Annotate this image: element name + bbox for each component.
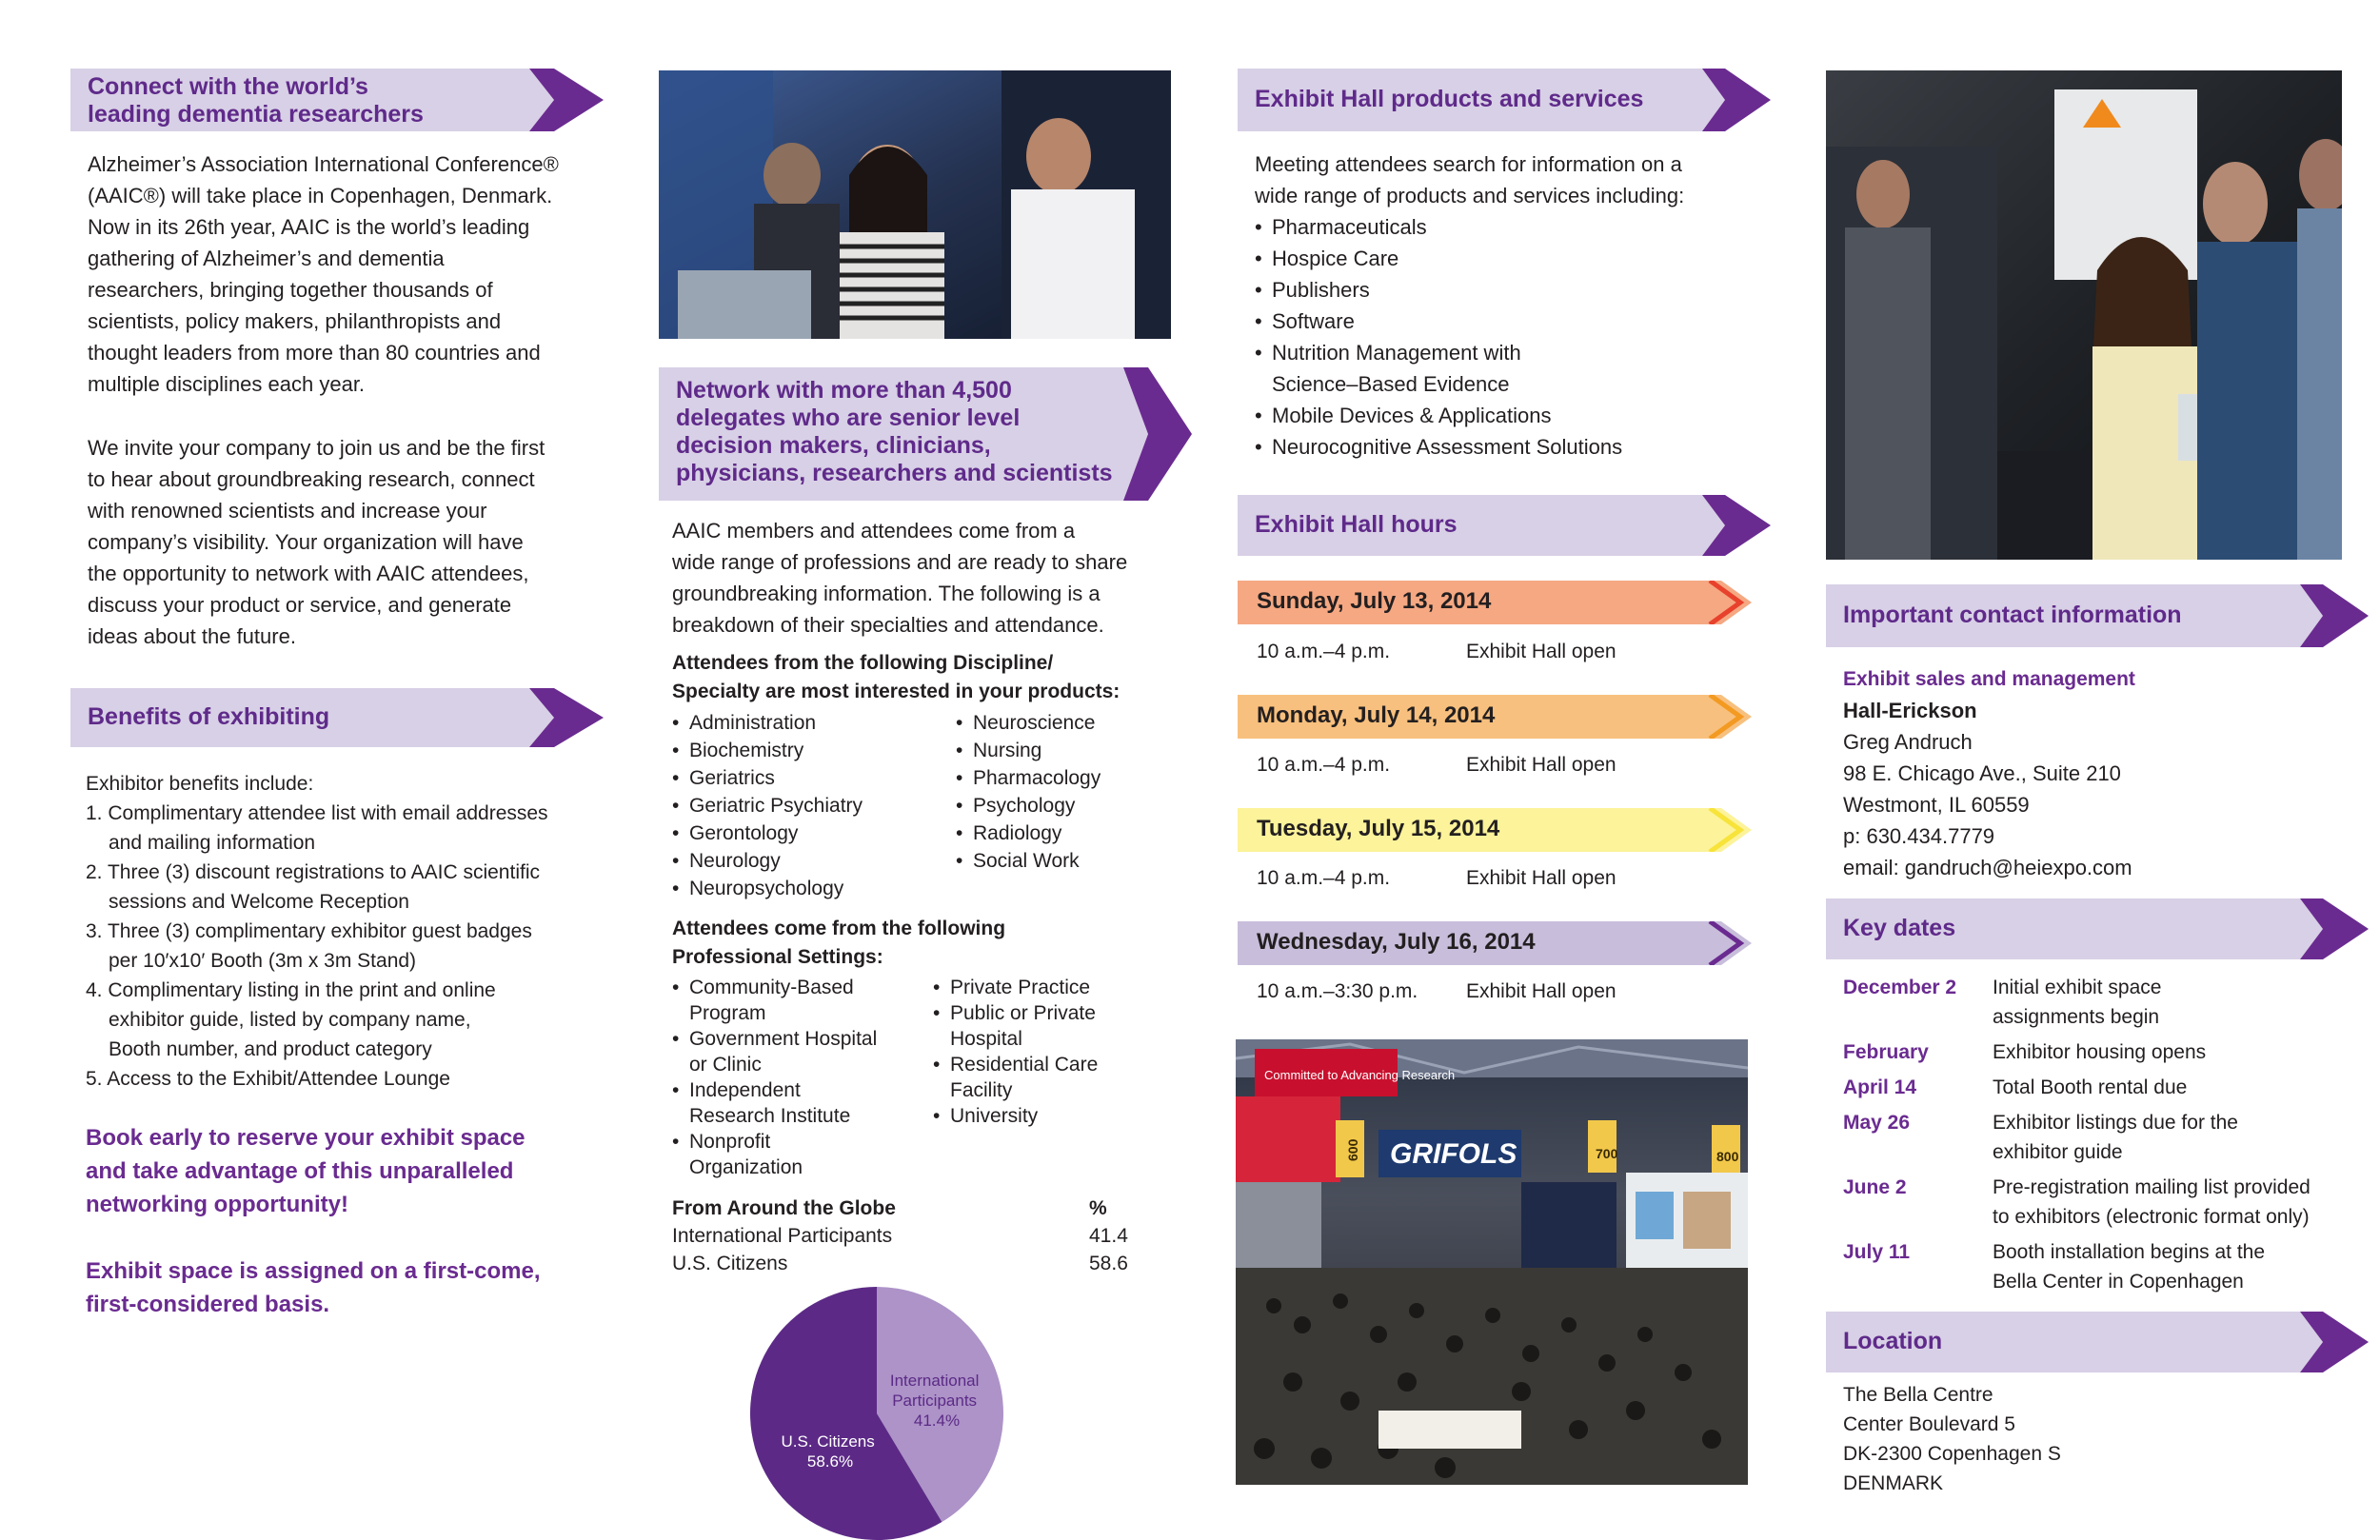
- heading-key-dates: Key dates: [1843, 915, 1956, 941]
- contact-phone: p: 630.434.7779: [1843, 824, 1995, 848]
- cta-book-early: Book early to reserve your exhibit space and take advantage of this unparalleled networking opportunity!: [86, 1125, 526, 1217]
- day-banner-tuesday: Tuesday, July 15, 2014: [1238, 808, 1752, 852]
- banner-benefits: [70, 688, 604, 747]
- list-item: • Psychology: [956, 792, 1184, 819]
- list-item: • Private Practice: [933, 975, 1180, 1000]
- cta-first-come: Exhibit space is assigned on a first-come, first-considered basis.: [86, 1258, 541, 1317]
- photo-exhibit-hall: [1236, 1039, 1748, 1485]
- list-item: • Neurology: [672, 847, 948, 875]
- photo-networking-attendees: [659, 70, 1171, 339]
- benefit-item: 5. Access to the Exhibit/Attendee Lounge: [86, 1068, 450, 1090]
- banner-products: [1238, 69, 1771, 131]
- list-item: • Pharmaceuticals: [1255, 211, 1769, 243]
- settings-left-list: [672, 975, 929, 1180]
- photo-illustration: [659, 70, 1171, 339]
- benefit-item: 3. Three (3) complimentary exhibitor guest badges per 10′x10′ Booth (3m x 3m Stand): [86, 920, 532, 972]
- list-item: • Geriatric Psychiatry: [672, 792, 948, 819]
- pie-label-international: International Participants 41.4%: [889, 1372, 980, 1430]
- photo-attendees-conversation: [1826, 70, 2342, 560]
- globe-pie-chart: [748, 1285, 1005, 1540]
- contact-address: 98 E. Chicago Ave., Suite 210: [1843, 761, 2121, 785]
- list-item: • Gerontology: [672, 819, 948, 847]
- table-row: International Participants 41.4: [672, 1225, 1128, 1247]
- contact-email: email: gandruch@heiexpo.com: [1843, 856, 2132, 879]
- products-intro: Meeting attendees search for information on a wide range of products and services including:: [1255, 152, 1685, 207]
- heading-contact: Important contact information: [1843, 602, 2182, 628]
- day-banner-sunday: Sunday, July 13, 2014: [1238, 581, 1752, 624]
- benefit-item: 4. Complimentary listing in the print and online exhibitor guide, listed by company name, Booth number, and product category: [86, 979, 496, 1060]
- list-item: • Neurocognitive Assessment Solutions: [1255, 431, 1769, 463]
- hall-booth-600: 600: [1345, 1138, 1360, 1161]
- products-list: [1255, 211, 1769, 463]
- list-item: • Administration: [672, 709, 948, 737]
- heading-benefits: Benefits of exhibiting: [88, 703, 330, 730]
- list-item: • Neuroscience: [956, 709, 1184, 737]
- banner-contact: [1826, 584, 2369, 647]
- disciplines-right-list: [956, 709, 1184, 875]
- list-item: • Mobile Devices & Applications: [1255, 400, 1769, 431]
- invite-paragraph: We invite your company to join us and be the first to hear about groundbreaking research, connect with renowned scientists and increase your company’s visibility. Your organization will have the opportunity to network with AAIC attendees, discuss your product or service, and generate ideas about the future.: [88, 436, 545, 648]
- list-item: • Publishers: [1255, 274, 1769, 306]
- list-item: • Pharmacology: [956, 764, 1184, 792]
- photo-illustration: [1236, 1039, 1748, 1485]
- disciplines-left-list: [672, 709, 948, 902]
- list-item: • Radiology: [956, 819, 1184, 847]
- contact-subheading: Exhibit sales and management: [1843, 668, 2135, 690]
- banner-key-dates: [1826, 898, 2369, 959]
- benefit-item: 1. Complimentary attendee list with email addresses and mailing information: [86, 802, 548, 854]
- key-dates-list: December 2 Initial exhibit space assignments begin February Exhibitor housing opens April 14 Total Booth rental due May 26 Exhibitor listings due for the exhibitor guide June 2 Pre-registration mailing list provided to exhibitors (electronic format only) July 11 Booth installation begins at the Bella Center in Copenhagen: [1843, 977, 2311, 1293]
- list-item: • Public or Private Hospital: [933, 1000, 1180, 1052]
- pie-label-us-citizens: U.S. Citizens 58.6%: [781, 1432, 875, 1471]
- list-item: • Community-Based Program: [672, 975, 929, 1026]
- list-item: • Geriatrics: [672, 764, 948, 792]
- settings-heading: Attendees come from the following Professional Settings:: [672, 918, 1006, 968]
- benefits-intro: Exhibitor benefits include:: [86, 773, 314, 795]
- contact-company: Hall-Erickson: [1843, 699, 1977, 722]
- heading-hall-hours: Exhibit Hall hours: [1255, 511, 1458, 538]
- list-item: • Hospice Care: [1255, 243, 1769, 274]
- contact-city: Westmont, IL 60559: [1843, 793, 2030, 817]
- heading-network: Network with more than 4,500 delegates who are senior level decision makers, clinicians, physicians, researchers and scientists: [676, 377, 1113, 486]
- benefits-list: [86, 769, 619, 1094]
- benefit-item: 2. Three (3) discount registrations to AAIC scientific sessions and Welcome Reception: [86, 861, 540, 913]
- list-item: • Independent Research Institute: [672, 1077, 929, 1129]
- contact-name: Greg Andruch: [1843, 730, 1973, 754]
- banner-hall-hours: [1238, 495, 1771, 556]
- hall-sign-committed: Committed to Advancing Research: [1264, 1068, 1456, 1082]
- intro-paragraph: Alzheimer’s Association International Conference® (AAIC®) will take place in Copenhagen, Denmark. Now in its 26th year, AAIC is the world’s leading gathering of Alzheimer’s and dementia researchers, bringing together thousands of scientists, policy makers, philanthropists and thought leaders from more than 80 countries and multiple disciplines each year.: [88, 152, 559, 396]
- list-item: • University: [933, 1103, 1180, 1129]
- day-banner-wednesday: Wednesday, July 16, 2014: [1238, 921, 1752, 965]
- list-item: • Nutrition Management with Science–Based Evidence: [1255, 337, 1769, 400]
- banner-connect: [70, 69, 604, 131]
- list-item: • Biochemistry: [672, 737, 948, 764]
- location-block: The Bella Centre Center Boulevard 5 DK-2300 Copenhagen S DENMARK: [1843, 1384, 2061, 1494]
- list-item: • Software: [1255, 306, 1769, 337]
- contact-block: [1843, 663, 2338, 883]
- table-row: U.S. Citizens 58.6: [672, 1253, 1128, 1274]
- list-item: • Neuropsychology: [672, 875, 948, 902]
- list-item: • Residential Care Facility: [933, 1052, 1180, 1103]
- heading-location: Location: [1843, 1328, 1943, 1354]
- banner-location: [1826, 1312, 2369, 1372]
- globe-pct-header: %: [1089, 1197, 1107, 1219]
- hall-sign-grifols: GRIFOLS: [1390, 1138, 1517, 1170]
- heading-products: Exhibit Hall products and services: [1255, 86, 1644, 112]
- discipline-heading: Attendees from the following Discipline/ Specialty are most interested in your products:: [672, 652, 1121, 702]
- network-intro: AAIC members and attendees come from a wide range of professions and are ready to share groundbreaking information. The following is a breakdown of their specialties and attendance.: [672, 519, 1128, 637]
- globe-table: [672, 1194, 1148, 1277]
- hall-booth-800: 800: [1716, 1149, 1739, 1164]
- banner-network: [659, 367, 1192, 501]
- list-item: • Nursing: [956, 737, 1184, 764]
- globe-heading: From Around the Globe: [672, 1197, 896, 1219]
- settings-right-list: [933, 975, 1180, 1129]
- day-banner-monday: Monday, July 14, 2014: [1238, 695, 1752, 739]
- list-item: • Social Work: [956, 847, 1184, 875]
- hall-booth-700: 700: [1596, 1146, 1618, 1161]
- list-item: • Government Hospital or Clinic: [672, 1026, 929, 1077]
- list-item: • Nonprofit Organization: [672, 1129, 929, 1180]
- photo-illustration: [1826, 70, 2342, 560]
- heading-connect: Connect with the world’s leading dementia researchers: [88, 73, 424, 128]
